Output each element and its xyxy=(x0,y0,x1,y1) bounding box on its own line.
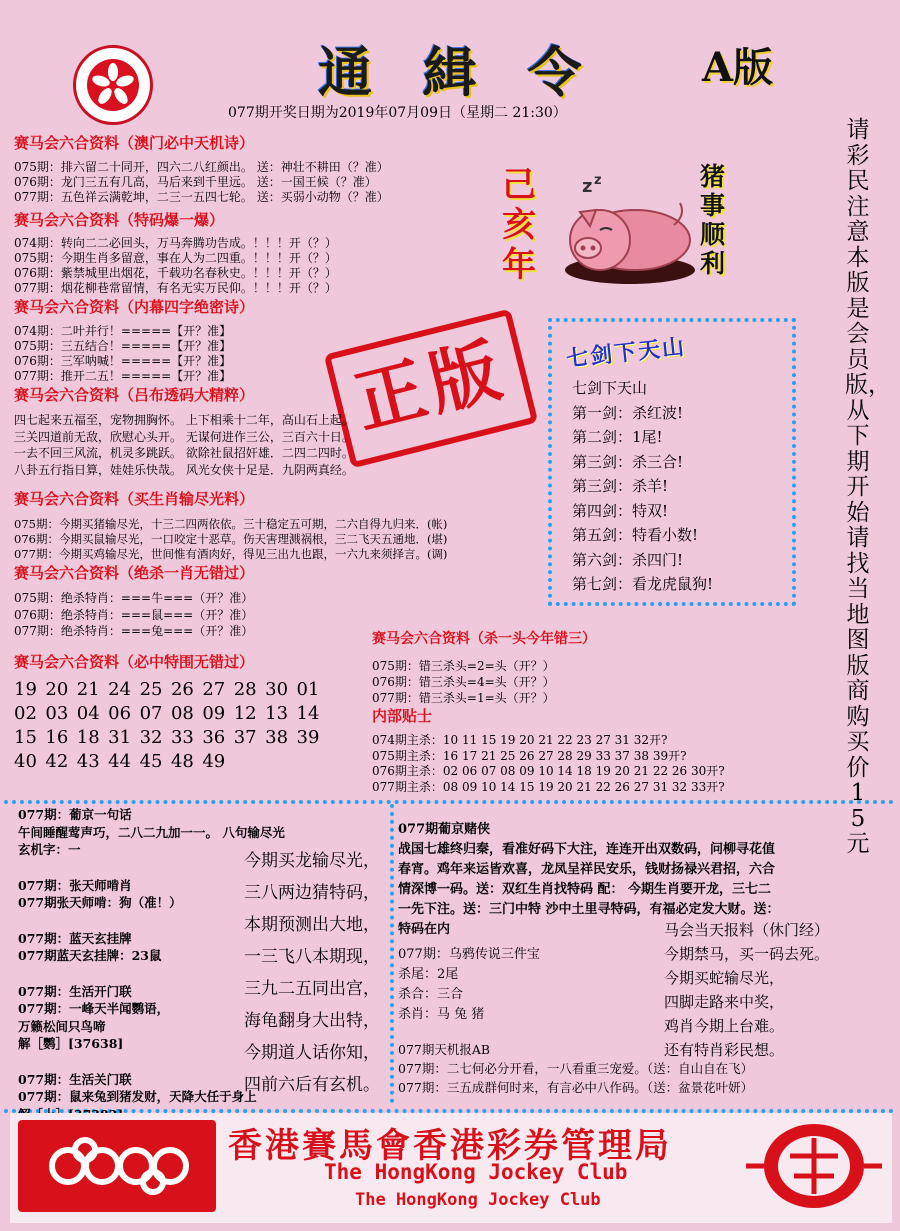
list-item: 077期：蓝天玄挂牌 xyxy=(18,930,132,946)
number-cell: 38 xyxy=(265,727,289,748)
list-item: 八卦五行指日算，娃娃乐快哉。 风光女侠十足是．九阴两真经。 xyxy=(14,462,354,477)
number-cell: 24 xyxy=(108,679,132,700)
list-item: 077期：葡京一句话 xyxy=(18,807,132,822)
number-cell: 49 xyxy=(202,751,226,772)
list-item: 075期：排六留二十同开，四六二八红颜出。 送：神壮不耕田（？准） xyxy=(14,160,389,174)
number-cell: 13 xyxy=(265,703,289,724)
section-title-insider-tips: 内部贴士 xyxy=(372,707,433,725)
sword-item: 第六剑：杀四门! xyxy=(572,550,684,569)
text-line: 鸡肖今期上台难。 xyxy=(664,1017,785,1035)
edition-label: A版 xyxy=(702,44,774,91)
text-line: 特码在内 xyxy=(398,922,451,937)
sword-item: 第一剑：杀红波! xyxy=(572,403,684,422)
list-item: 077期：鼠来兔到猪发财，天降大任于身上 xyxy=(18,1089,257,1104)
text-line: 战国七雄终归秦，看准好码下大注，连连开出双数码，问柳寻花值 xyxy=(398,842,776,857)
list-item: 076期：今期买鼠输尽光，一口咬定十恶草。伤天害理溅祸根，三二飞天五通地．(堪) xyxy=(14,532,448,546)
poem-line: 今期买龙输尽光， xyxy=(244,851,380,871)
list-item: 077期：生活开门联 xyxy=(18,983,132,999)
list-item: 076期主杀：02 06 07 08 09 10 14 18 19 20 21 22 26 30开? xyxy=(372,764,725,778)
number-cell: 32 xyxy=(139,727,163,748)
ab-section xyxy=(398,1040,753,1097)
page-title: 通 緝 令 xyxy=(318,41,598,104)
svg-text:z: z xyxy=(594,173,602,188)
list-item: 077期：张天师啃肖 xyxy=(18,877,132,893)
authentic-stamp: 正版 xyxy=(324,309,539,469)
section-rows-kill-zodiac xyxy=(14,590,253,640)
number-cell: 36 xyxy=(202,727,226,748)
crow-section xyxy=(398,945,540,1025)
poem-line: 四前六后有玄机。 xyxy=(244,1075,380,1095)
list-item: 玄机字：一 xyxy=(18,842,81,857)
number-cell: 07 xyxy=(139,703,163,724)
number-cell: 21 xyxy=(76,679,100,700)
text-line: 杀肖：马 兔 猪 xyxy=(398,1007,485,1022)
seven-swords-box xyxy=(548,318,796,606)
section-title: 马会当天报料（休门经） xyxy=(664,921,830,939)
poem-line: 三八两边猜特码， xyxy=(244,883,380,903)
jockey-club-logo-right xyxy=(744,1116,884,1220)
text-line: 春宵。鸡年来运皆欢喜，龙凤呈祥民安乐，钱财扬禄兴君招，六合 xyxy=(398,862,776,877)
pig-illustration xyxy=(550,170,700,294)
list-item: 三关四道前无敌，欣慰心头开。 无谋何进作三公，三百六十日。 xyxy=(14,429,354,444)
section-title-secret-poem: 赛马会六合资料（内幕四字绝密诗） xyxy=(14,298,255,316)
list-item: 075期：错三杀头=2=头（开？） xyxy=(372,659,555,673)
section-title-lubu: 赛马会六合资料（吕布透码大精粹） xyxy=(14,386,255,404)
number-cell: 04 xyxy=(76,703,100,724)
number-cell: 20 xyxy=(45,679,69,700)
poem-line: 三九二五同出宫， xyxy=(244,979,380,999)
number-cell: 48 xyxy=(170,751,194,772)
number-cell: 12 xyxy=(233,703,257,724)
number-row xyxy=(14,726,328,750)
text-line: 情深博一码。送：双红生肖找特码 配： 今期生肖要开龙，三七二 xyxy=(398,882,772,897)
list-item: 075期主杀：16 17 21 25 26 27 28 29 33 37 38 39开? xyxy=(372,748,687,763)
draw-date: 077期开奖日期为2019年07月09日（星期二 21:30） xyxy=(228,105,567,121)
list-item: 074期主杀：10 11 15 19 20 21 22 23 27 31 32开? xyxy=(372,733,668,747)
section-rows-special-code xyxy=(14,236,337,296)
number-cell: 14 xyxy=(296,703,320,724)
divider xyxy=(390,804,394,1103)
sword-item: 第四剑：特双! xyxy=(572,501,669,520)
list-item: 四七起来五福至，宠物拥胸怀。 上下相乘十二年，高山石上起。 xyxy=(14,413,354,427)
number-cell: 25 xyxy=(139,679,163,700)
poem-line: 本期预测出大地， xyxy=(244,915,380,935)
number-cell: 26 xyxy=(170,679,194,700)
text-line: 杀尾：2尾 xyxy=(398,967,459,982)
number-grid xyxy=(14,678,328,774)
list-item: 077期：推开二五！=====【开？准】 xyxy=(14,369,232,383)
number-cell: 40 xyxy=(14,751,37,772)
number-cell: 15 xyxy=(14,727,37,748)
list-item: 午间睡醒莺声巧，二八二九加一一。 八句输尽光 xyxy=(18,824,285,840)
number-cell: 31 xyxy=(108,727,132,748)
list-item: 076期：龙门三五有几高，马后来到千里远。 送：一国王候（？准） xyxy=(14,175,377,189)
sword-list xyxy=(572,376,713,597)
section-title: 077期天机报AB xyxy=(398,1042,491,1057)
number-cell: 06 xyxy=(108,703,132,724)
section-rows-macau-poem xyxy=(14,160,389,205)
number-cell: 39 xyxy=(296,727,320,748)
hk-emblem-logo xyxy=(73,45,153,125)
list-item: 075期：今期生肖多留意，事在人为二四重。！！！开（？） xyxy=(14,251,337,265)
section-title: 077期葡京赌侠 xyxy=(398,822,491,837)
sword-heading: 七剑下天山 xyxy=(572,379,648,397)
section-title-buy-zodiac: 赛马会六合资料（买生肖输尽光料） xyxy=(14,490,255,508)
footer-en-line1: The HongKong Jockey Club xyxy=(324,1160,628,1184)
list-item: 077期：五色祥云满乾坤，二三一五四七轮。 送：买弱小动物（？准） xyxy=(14,190,389,204)
number-cell: 08 xyxy=(170,703,194,724)
poem-line: 今期道人话你知， xyxy=(244,1043,380,1063)
bottom-left-poem xyxy=(244,845,380,1101)
list-item: 077期：错三杀头=1=头（开？） xyxy=(372,691,555,705)
text-line: 还有特肖彩民想。 xyxy=(664,1041,785,1059)
number-cell: 45 xyxy=(139,751,163,772)
text-line: 今期禁马，买一码去死。 xyxy=(664,945,830,963)
section-title-special-range: 赛马会六合资料（必中特围无错过） xyxy=(14,653,255,671)
section-title-special-code: 赛马会六合资料（特码爆一爆） xyxy=(14,211,225,229)
zodiac-year: 己亥年 xyxy=(502,165,536,285)
text-line: 一先下注。送：三门中特 沙中土里寻特码，有福必定发大财。送： xyxy=(398,902,780,917)
number-cell: 16 xyxy=(45,727,69,748)
list-item: 077期：生活关门联 xyxy=(18,1071,132,1087)
sword-item: 第三剑：杀三合! xyxy=(572,452,684,471)
number-cell: 33 xyxy=(170,727,194,748)
list-item: 075期：三五结合！=====【开？准】 xyxy=(14,339,232,353)
number-cell: 37 xyxy=(233,727,257,748)
number-row xyxy=(14,750,328,774)
text-line: 077期：乌鸦传说三件宝 xyxy=(398,947,540,962)
text-line: 077期：二七何必分开看，一八看重三宠爱。（送：自山自在飞） xyxy=(398,1061,754,1076)
list-item: 075期：今期买猪输尽光，十三二四两依依。三十稳定五可期，二六自得九归来．(帐) xyxy=(14,517,448,531)
sword-item: 第五剑：特看小数! xyxy=(572,526,699,544)
list-item: 077期蓝天玄挂牌：23鼠 xyxy=(18,948,162,963)
list-item: 076期：三军呐喊！=====【开？准】 xyxy=(14,354,232,368)
list-item: 077期：一峰天半闻鹦语， xyxy=(18,1001,170,1016)
poem-line: 一三飞八本期现， xyxy=(244,947,380,967)
list-item: 076期：错三杀头=4=头（开？） xyxy=(372,675,555,689)
text-line: 杀合：三合 xyxy=(398,987,464,1002)
list-item: 076期：绝杀特肖：===鼠===（开？准） xyxy=(14,607,254,622)
section-title-macau-poem: 赛马会六合资料（澳门必中天机诗） xyxy=(14,134,255,152)
list-item: 077期：今期买鸡输尽光，世间惟有酒肉好，得见三出九也跟，一六九来须择言。(调) xyxy=(14,547,448,561)
number-cell: 27 xyxy=(202,679,226,700)
number-cell: 19 xyxy=(14,679,37,700)
section-title-kill-zodiac: 赛马会六合资料（绝杀一肖无错过） xyxy=(14,564,255,582)
number-cell: 01 xyxy=(296,679,320,700)
poem-line: 海龟翻身大出特， xyxy=(244,1011,380,1031)
number-cell: 09 xyxy=(202,703,226,724)
list-item: 076期：紫禁城里出烟花，千载功名春秋史。！！！开（？） xyxy=(14,266,337,280)
number-cell: 02 xyxy=(14,703,37,724)
number-row xyxy=(14,702,328,726)
number-cell: 30 xyxy=(265,679,289,700)
number-cell: 03 xyxy=(45,703,69,724)
svg-text:z: z xyxy=(582,176,593,197)
number-cell: 18 xyxy=(76,727,100,748)
sword-item: 第二剑：1尾! xyxy=(572,428,663,446)
number-row xyxy=(14,678,328,702)
list-item: 074期：转向二二必回头，万马奔腾功告成。！！！开（？） xyxy=(14,236,337,250)
section-rows-kill-head xyxy=(372,658,555,706)
list-item: 万籁松间只鸟啼 xyxy=(18,1018,106,1034)
list-item: 077期主杀：08 09 10 14 15 19 20 21 22 26 27 31 32 33开? xyxy=(372,779,725,794)
list-item: 077期：绝杀特肖：===兔===（开？准） xyxy=(14,624,254,638)
list-item: 075期：绝杀特肖：===牛===（开？准） xyxy=(14,591,254,605)
footer-en-line2: The HongKong Jockey Club xyxy=(355,1190,601,1210)
list-item: 一去不回三风流，机灵多跳跃。 欲除社鼠招奸雄．二四二四时。 xyxy=(14,446,354,460)
number-cell: 28 xyxy=(233,679,257,700)
text-line: 077期：三五成群何时来，有言必中八作码。（送：盆景花叶妍） xyxy=(398,1080,754,1095)
list-item: 解［鹦］[37638] xyxy=(18,1036,124,1051)
number-cell: 43 xyxy=(76,751,100,772)
number-cell: 42 xyxy=(45,751,69,772)
section-title-kill-head: 赛马会六合资料（杀一头今年错三） xyxy=(372,631,596,647)
section-rows-lubu xyxy=(14,412,354,478)
jockey-club-logo-left xyxy=(18,1120,216,1212)
section-rows-buy-zodiac xyxy=(14,517,447,562)
sword-banner: 七剑下天山 xyxy=(565,333,688,373)
zodiac-wish: 猪事顺利 xyxy=(700,162,726,278)
list-item: 077期：烟花柳巷常留情，有名无实万民仰。！！！开（？） xyxy=(14,281,337,295)
sword-item: 第七剑：看龙虎鼠狗! xyxy=(572,575,714,593)
footer-org-name: 香港賽馬會香港彩券管理局 xyxy=(228,1126,672,1166)
sword-item: 第三剑：杀羊! xyxy=(572,477,669,495)
text-line: 今期买蛇输尽光， xyxy=(664,969,785,987)
number-cell: 44 xyxy=(108,751,132,772)
section-rows-secret-poem xyxy=(14,324,231,384)
list-item: 074期：二叶并行！=====【开？准】 xyxy=(14,324,232,338)
text-line: 四脚走路来中奖， xyxy=(664,993,785,1011)
section-rows-insider-tips xyxy=(372,733,725,795)
list-item: 077期张天师啃：狗（准！） xyxy=(18,895,182,910)
side-notice: 请彩民注意本版是会员版，从下期开始请找当地图版商购买价15元 xyxy=(845,117,891,857)
